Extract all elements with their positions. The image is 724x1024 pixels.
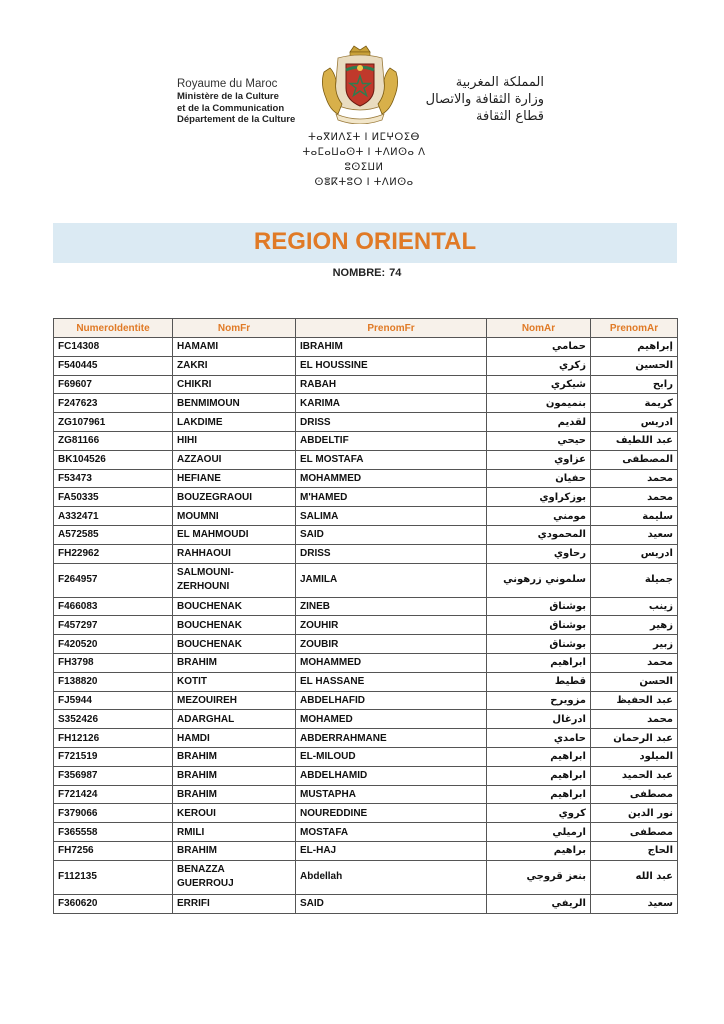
tifinagh-line-3: ⵙⴻⴽⵜⵓⵔ ⵏ ⵜⴷⵍⵙⴰ [314, 177, 414, 188]
cell-prenomar: الحسين [591, 356, 678, 375]
cell-prenomar: إبراهيم [591, 338, 678, 357]
cell-prenomar: الحسن [591, 672, 678, 691]
cell-nomar: حمامي [487, 338, 591, 357]
cell-id: ZG107961 [54, 413, 173, 432]
cell-prenomar: عبد الرحمان [591, 729, 678, 748]
cell-nomar: حيحي [487, 431, 591, 450]
cell-nomar: بوشناق [487, 597, 591, 616]
cell-prenomar: ادريس [591, 413, 678, 432]
cell-prenomar: مصطفى [591, 823, 678, 842]
cell-id: BK104526 [54, 450, 173, 469]
cell-prenomar: زهير [591, 616, 678, 635]
table-row [54, 804, 678, 823]
column-header-prenomfr: PrenomFr [296, 319, 487, 338]
cell-prenomfr: SAID [296, 525, 487, 544]
cell-nomar: براهيم [487, 841, 591, 860]
cell-nomar: بنعز قروجي [487, 860, 591, 894]
cell-id: F138820 [54, 672, 173, 691]
cell-prenomar: مصطفى [591, 785, 678, 804]
table-row [54, 823, 678, 842]
column-header-nomar: NomAr [487, 319, 591, 338]
cell-nomar: حامدي [487, 729, 591, 748]
cell-nomfr: MOUMNI [173, 507, 296, 526]
ministry-line-1: Ministère de la Culture [177, 91, 279, 102]
cell-id: A332471 [54, 507, 173, 526]
cell-nomar: بنميمون [487, 394, 591, 413]
cell-prenomfr: ABDELHAMID [296, 766, 487, 785]
cell-nomfr: HEFIANE [173, 469, 296, 488]
cell-nomfr: RMILI [173, 823, 296, 842]
table-row [54, 860, 678, 894]
cell-nomfr: HIHI [173, 431, 296, 450]
cell-id: F247623 [54, 394, 173, 413]
column-header-nomfr: NomFr [173, 319, 296, 338]
cell-id: FH22962 [54, 544, 173, 563]
cell-nomfr: RAHHAOUI [173, 544, 296, 563]
cell-prenomfr: EL HOUSSINE [296, 356, 487, 375]
cell-nomfr: BENAZZA GUERROUJ [173, 860, 296, 894]
cell-id: F379066 [54, 804, 173, 823]
cell-prenomfr: NOUREDDINE [296, 804, 487, 823]
cell-prenomfr: ZOUHIR [296, 616, 487, 635]
table-row [54, 747, 678, 766]
table-row [54, 785, 678, 804]
cell-prenomfr: EL-MILOUD [296, 747, 487, 766]
cell-prenomfr: DRISS [296, 413, 487, 432]
cell-nomar: ابراهيم [487, 653, 591, 672]
cell-prenomfr: MOHAMED [296, 710, 487, 729]
cell-id: F540445 [54, 356, 173, 375]
table-row [54, 841, 678, 860]
cell-nomfr: BRAHIM [173, 785, 296, 804]
table-row [54, 431, 678, 450]
cell-prenomfr: JAMILA [296, 563, 487, 597]
cell-prenomfr: MOSTAFA [296, 823, 487, 842]
table-row [54, 375, 678, 394]
department-line: Département de la Culture [177, 114, 296, 125]
cell-nomfr: BRAHIM [173, 653, 296, 672]
table-row [54, 488, 678, 507]
cell-prenomar: سليمة [591, 507, 678, 526]
cell-nomar: لقديم [487, 413, 591, 432]
table-row [54, 469, 678, 488]
cell-prenomfr: DRISS [296, 544, 487, 563]
cell-nomar: ارميلي [487, 823, 591, 842]
cell-prenomar: عبد اللطيف [591, 431, 678, 450]
cell-nomfr: CHIKRI [173, 375, 296, 394]
table-row [54, 544, 678, 563]
cell-nomar: ابراهيم [487, 785, 591, 804]
table-row [54, 450, 678, 469]
cell-id: F721424 [54, 785, 173, 804]
cell-nomfr: ADARGHAL [173, 710, 296, 729]
cell-prenomar: المصطفى [591, 450, 678, 469]
cell-prenomar: محمد [591, 469, 678, 488]
cell-nomar: ادرغال [487, 710, 591, 729]
cell-id: FA50335 [54, 488, 173, 507]
table-header-row [54, 319, 678, 338]
cell-prenomar: محمد [591, 653, 678, 672]
cell-id: F356987 [54, 766, 173, 785]
cell-prenomar: عبد الله [591, 860, 678, 894]
table-row [54, 766, 678, 785]
cell-nomfr: HAMDI [173, 729, 296, 748]
cell-nomar: مومني [487, 507, 591, 526]
cell-nomar: ابراهيم [487, 766, 591, 785]
ministry-name-tifinagh [284, 130, 444, 190]
table-row [54, 413, 678, 432]
cell-prenomfr: ABDELHAFID [296, 691, 487, 710]
cell-nomfr: ERRIFI [173, 894, 296, 913]
cell-prenomfr: ABDELTIF [296, 431, 487, 450]
cell-prenomfr: Abdellah [296, 860, 487, 894]
cell-prenomfr: RABAH [296, 375, 487, 394]
table-row [54, 507, 678, 526]
column-header-id: NumeroIdentite [54, 319, 173, 338]
record-count [53, 267, 677, 279]
cell-prenomfr: IBRAHIM [296, 338, 487, 357]
cell-id: F53473 [54, 469, 173, 488]
cell-nomfr: BOUCHENAK [173, 597, 296, 616]
cell-prenomar: الميلود [591, 747, 678, 766]
cell-id: F264957 [54, 563, 173, 597]
cell-prenomar: عبد الحميد [591, 766, 678, 785]
cell-nomar: حفيان [487, 469, 591, 488]
cell-nomar: المحمودي [487, 525, 591, 544]
ministry-name-arabic [394, 74, 544, 125]
cell-nomfr: BOUZEGRAOUI [173, 488, 296, 507]
cell-prenomar: جميلة [591, 563, 678, 597]
cell-prenomar: زبير [591, 635, 678, 654]
cell-id: ZG81166 [54, 431, 173, 450]
cell-id: A572585 [54, 525, 173, 544]
cell-prenomfr: EL HASSANE [296, 672, 487, 691]
table-row [54, 653, 678, 672]
table-row [54, 894, 678, 913]
cell-nomfr: BRAHIM [173, 766, 296, 785]
cell-nomfr: ZAKRI [173, 356, 296, 375]
cell-nomar: الريفي [487, 894, 591, 913]
table-row [54, 394, 678, 413]
cell-nomfr: KEROUI [173, 804, 296, 823]
cell-prenomar: عبد الحفيظ [591, 691, 678, 710]
cell-prenomfr: M'HAMED [296, 488, 487, 507]
cell-nomfr: BRAHIM [173, 747, 296, 766]
ministry-line-2: et de la Communication [177, 102, 285, 114]
cell-prenomfr: ABDERRAHMANE [296, 729, 487, 748]
cell-prenomar: الحاج [591, 841, 678, 860]
roster-table [53, 318, 678, 914]
cell-prenomfr: EL-HAJ [296, 841, 487, 860]
department-line-arabic: قطاع الثقافة [476, 109, 544, 124]
cell-nomfr: HAMAMI [173, 338, 296, 357]
cell-prenomfr: KARIMA [296, 394, 487, 413]
cell-id: F466083 [54, 597, 173, 616]
record-count-value: 74 [389, 267, 402, 279]
cell-nomfr: BOUCHENAK [173, 635, 296, 654]
cell-prenomar: محمد [591, 488, 678, 507]
cell-nomfr: MEZOUIREH [173, 691, 296, 710]
cell-id: F112135 [54, 860, 173, 894]
cell-nomar: قطيط [487, 672, 591, 691]
table-row [54, 597, 678, 616]
cell-prenomfr: ZINEB [296, 597, 487, 616]
cell-id: F360620 [54, 894, 173, 913]
cell-nomar: سلموني زرهوني [487, 563, 591, 597]
cell-nomfr: AZZAOUI [173, 450, 296, 469]
cell-prenomar: محمد [591, 710, 678, 729]
cell-nomar: كروي [487, 804, 591, 823]
cell-nomfr: BOUCHENAK [173, 616, 296, 635]
cell-nomfr: SALMOUNI- ZERHOUNI [173, 563, 296, 597]
cell-prenomfr: MOHAMMED [296, 469, 487, 488]
cell-prenomfr: ZOUBIR [296, 635, 487, 654]
cell-prenomfr: MUSTAPHA [296, 785, 487, 804]
cell-prenomfr: MOHAMMED [296, 653, 487, 672]
cell-prenomar: ادريس [591, 544, 678, 563]
tifinagh-line-1: ⵜⴰⴳⵍⴷⵉⵜ ⵏ ⵍⵎⵖⵔⵉⴱ [308, 132, 420, 143]
cell-nomfr: EL MAHMOUDI [173, 525, 296, 544]
table-row [54, 356, 678, 375]
table-row [54, 338, 678, 357]
cell-id: FC14308 [54, 338, 173, 357]
cell-id: FJ5944 [54, 691, 173, 710]
cell-id: F457297 [54, 616, 173, 635]
cell-id: F721519 [54, 747, 173, 766]
cell-id: S352426 [54, 710, 173, 729]
cell-nomfr: BENMIMOUN [173, 394, 296, 413]
table-row [54, 710, 678, 729]
table-row [54, 563, 678, 597]
cell-nomar: زكري [487, 356, 591, 375]
cell-id: F69607 [54, 375, 173, 394]
country-name-french: Royaume du Maroc [177, 78, 278, 90]
cell-nomfr: LAKDIME [173, 413, 296, 432]
table-row [54, 616, 678, 635]
cell-nomar: رحاوي [487, 544, 591, 563]
column-header-prenomar: PrenomAr [591, 319, 678, 338]
coat-of-arms-emblem [316, 44, 404, 124]
cell-nomfr: KOTIT [173, 672, 296, 691]
cell-nomar: مزويرح [487, 691, 591, 710]
cell-prenomar: زينب [591, 597, 678, 616]
cell-prenomfr: SAID [296, 894, 487, 913]
table-body [54, 338, 678, 914]
table-row [54, 691, 678, 710]
cell-prenomar: سعيد [591, 525, 678, 544]
cell-prenomfr: SALIMA [296, 507, 487, 526]
record-count-label: NOMBRE: [332, 267, 386, 279]
cell-prenomfr: EL MOSTAFA [296, 450, 487, 469]
cell-id: F420520 [54, 635, 173, 654]
table-row [54, 729, 678, 748]
page-title: REGION ORIENTAL [253, 228, 477, 255]
cell-nomar: شيكري [487, 375, 591, 394]
cell-prenomar: رابح [591, 375, 678, 394]
cell-prenomar: كريمة [591, 394, 678, 413]
cell-prenomar: نور الدين [591, 804, 678, 823]
cell-id: FH12126 [54, 729, 173, 748]
cell-nomar: بوشناق [487, 635, 591, 654]
table-row [54, 525, 678, 544]
cell-nomar: بوزكراوي [487, 488, 591, 507]
ministry-name-french [177, 78, 327, 126]
ministry-line-arabic: وزارة الثقافة والاتصال [425, 92, 544, 107]
cell-nomfr: BRAHIM [173, 841, 296, 860]
cell-nomar: عزاوي [487, 450, 591, 469]
table-row [54, 635, 678, 654]
cell-nomar: بوشناق [487, 616, 591, 635]
cell-id: F365558 [54, 823, 173, 842]
cell-id: FH3798 [54, 653, 173, 672]
country-name-arabic: المملكة المغربية [455, 75, 544, 90]
table-row [54, 672, 678, 691]
cell-nomar: ابراهيم [487, 747, 591, 766]
cell-id: FH7256 [54, 841, 173, 860]
cell-prenomar: سعيد [591, 894, 678, 913]
tifinagh-line-2: ⵜⴰⵎⴰⵡⴰⵙⵜ ⵏ ⵜⴷⵍⵙⴰ ⴷ ⵓⵙⵉⵡⵍ [302, 147, 426, 173]
